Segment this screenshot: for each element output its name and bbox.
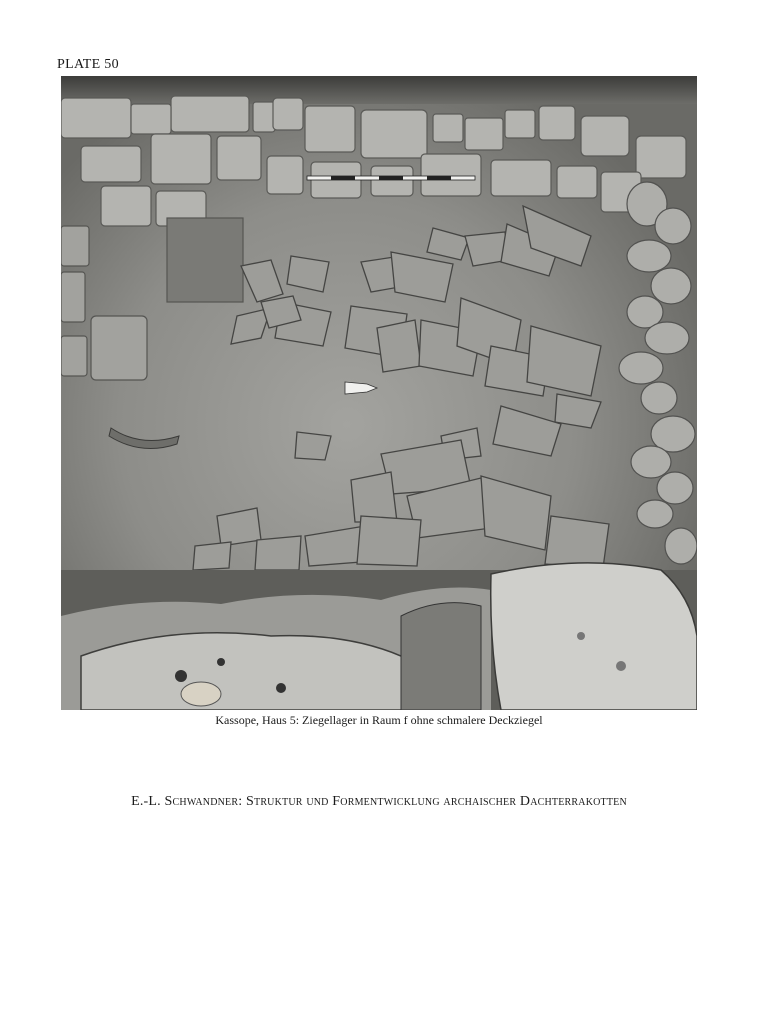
plate-label: PLATE 50 bbox=[57, 57, 119, 72]
foreground-rocks bbox=[61, 563, 697, 710]
photo-caption: Kassope, Haus 5: Ziegellager in Raum f ohne schmalere Deckziegel bbox=[215, 713, 543, 727]
page-footer: E.-L. Schwandner: Struktur und Formentwicklung archaischer Dachterrakotten bbox=[131, 794, 627, 809]
scale-bar bbox=[307, 176, 475, 180]
excavation-photo bbox=[61, 76, 697, 710]
